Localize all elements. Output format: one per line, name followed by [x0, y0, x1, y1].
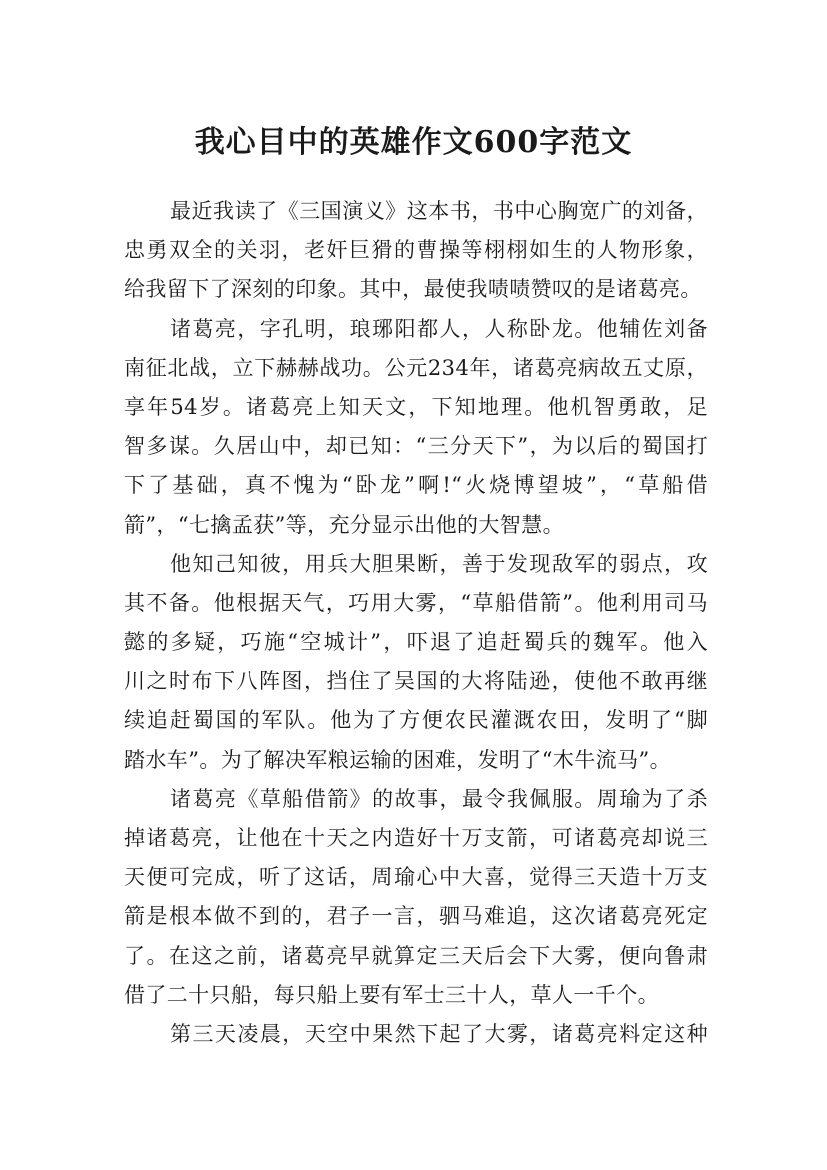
paragraph-5	[124, 1015, 708, 1054]
text-line: 下了基础，真不愧为“卧龙”啊!“火烧博望坡”，“草船借	[124, 473, 708, 498]
text-line: 诸葛亮，字孔明，琅琊阳都人，人称卧龙。他辅佐刘备	[170, 316, 708, 341]
text-line: 懿的多疑，巧施“空城计”，吓退了追赶蜀兵的魏军。他入	[124, 630, 708, 655]
paragraph-1	[124, 192, 708, 310]
document-body	[124, 192, 708, 1054]
text-line: 诸葛亮《草船借箭》的故事，最令我佩服。周瑜为了杀	[170, 786, 708, 811]
text-line: 享年54岁。诸葛亮上知天文，下知地理。他机智勇敢，足	[124, 394, 708, 419]
text-line: 川之时布下八阵图，挡住了吴国的大将陆逊，使他不敢再继	[124, 669, 708, 694]
text-line: 续追赶蜀国的军队。他为了方便农民灌溉农田，发明了“脚	[124, 708, 708, 733]
text-line: 智多谋。久居山中，却已知：“三分天下”，为以后的蜀国打	[124, 434, 708, 459]
text-line: 南征北战，立下赫赫战功。公元234年，诸葛亮病故五丈原，	[124, 355, 708, 380]
paragraph-4	[124, 780, 708, 1015]
text-line: 了。在这之前，诸葛亮早就算定三天后会下大雾，便向鲁肃	[124, 943, 708, 968]
text-line: 天便可完成，听了这话，周瑜心中大喜，觉得三天造十万支	[124, 865, 708, 890]
text-line: 箭是根本做不到的，君子一言，驷马难追，这次诸葛亮死定	[124, 904, 708, 929]
paragraph-3	[124, 545, 708, 780]
paragraph-2	[124, 310, 708, 545]
text-line: 忠勇双全的关羽，老奸巨猾的曹操等栩栩如生的人物形象，	[124, 238, 708, 263]
text-line: 其不备。他根据天气，巧用大雾，“草船借箭”。他利用司马	[124, 590, 708, 615]
text-line: 他知己知彼，用兵大胆果断，善于发现敌军的弱点，攻	[170, 551, 708, 576]
text-line: 第三天凌晨，天空中果然下起了大雾，诸葛亮料定这种	[170, 1021, 708, 1046]
text-line: 最近我读了《三国演义》这本书，书中心胸宽广的刘备，	[170, 199, 708, 223]
text-line: 给我留下了深刻的印象。其中，最使我啧啧赞叹的是诸葛亮。	[124, 277, 702, 302]
document-title: 我心目中的英雄作文600字范文	[194, 125, 633, 161]
text-line: 掉诸葛亮，让他在十天之内造好十万支箭，可诸葛亮却说三	[124, 826, 708, 850]
text-line: 借了二十只船，每只船上要有军士三十人，草人一千个。	[124, 982, 659, 1007]
text-line: 箭”，“七擒孟获”等，充分显示出他的大智慧。	[124, 512, 565, 537]
text-line: 踏水车”。为了解决军粮运输的困难，发明了“木牛流马”。	[124, 747, 672, 772]
